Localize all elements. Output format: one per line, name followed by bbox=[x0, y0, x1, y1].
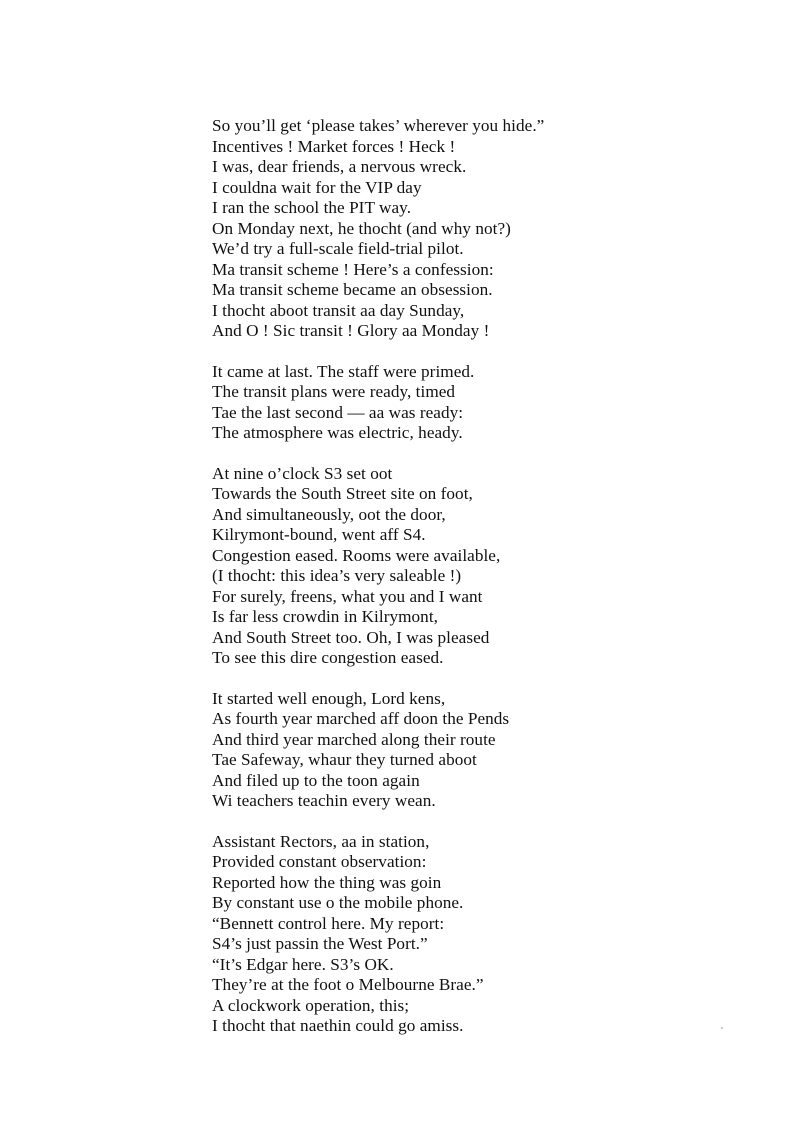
poem-line: They’re at the foot o Melbourne Brae.” bbox=[212, 975, 484, 994]
poem-line: And South Street too. Oh, I was pleased bbox=[212, 627, 490, 647]
poem-line: As fourth year marched aff doon the Pends bbox=[212, 709, 510, 728]
stanza bbox=[212, 362, 752, 444]
poem-line: Incentives ! Market forces ! Heck ! bbox=[212, 136, 456, 156]
stanza bbox=[212, 116, 752, 342]
poem-line: Ma transit scheme ! Here’s a confession: bbox=[212, 259, 494, 279]
poem-line: We’d try a full-scale field-trial pilot. bbox=[212, 239, 464, 258]
poem-line: By constant use o the mobile phone. bbox=[212, 893, 464, 912]
poem-line: Tae the last second — aa was ready: bbox=[212, 402, 464, 422]
scan-speck bbox=[721, 1027, 723, 1029]
poem-line: Tae Safeway, whaur they turned aboot bbox=[212, 750, 477, 769]
poem-line: Is far less crowdin in Kilrymont, bbox=[212, 607, 439, 626]
poem-line: I thocht aboot transit aa day Sunday, bbox=[212, 300, 465, 320]
poem-line: I was, dear friends, a nervous wreck. bbox=[212, 157, 467, 176]
poem-line: I thocht that naethin could go amiss. bbox=[212, 1016, 464, 1035]
poem-line: To see this dire congestion eased. bbox=[212, 648, 444, 667]
poem-line: Provided constant observation: bbox=[212, 852, 427, 871]
poem-line: I ran the school the PIT way. bbox=[212, 198, 412, 217]
poem-line: It came at last. The staff were primed. bbox=[212, 361, 475, 381]
poem-line: Assistant Rectors, aa in station, bbox=[212, 831, 430, 851]
poem-line: At nine o’clock S3 set oot bbox=[212, 463, 393, 483]
poem-line: On Monday next, he thocht (and why not?) bbox=[212, 218, 511, 238]
poem-line: Kilrymont-bound, went aff S4. bbox=[212, 525, 426, 544]
poem-line: And third year marched along their route bbox=[212, 729, 496, 749]
poem-line: The atmosphere was electric, heady. bbox=[212, 423, 463, 442]
stanza bbox=[212, 464, 752, 669]
stanza bbox=[212, 689, 752, 812]
stanza bbox=[212, 832, 752, 1037]
poem bbox=[212, 116, 752, 1057]
poem-line: Reported how the thing was goin bbox=[212, 872, 442, 892]
poem-line: “It’s Edgar here. S3’s OK. bbox=[212, 954, 394, 974]
poem-line: And simultaneously, oot the door, bbox=[212, 504, 446, 524]
poem-line: Wi teachers teachin every wean. bbox=[212, 791, 436, 810]
poem-line: For surely, freens, what you and I want bbox=[212, 586, 483, 606]
poem-line: Congestion eased. Rooms were available, bbox=[212, 545, 501, 565]
poem-line: A clockwork operation, this; bbox=[212, 995, 410, 1015]
poem-line: It started well enough, Lord kens, bbox=[212, 688, 446, 708]
poem-line: S4’s just passin the West Port.” bbox=[212, 934, 428, 953]
poem-line: And O ! Sic transit ! Glory aa Monday ! bbox=[212, 321, 490, 340]
poem-line: And filed up to the toon again bbox=[212, 770, 420, 790]
poem-line: The transit plans were ready, timed bbox=[212, 382, 456, 401]
poem-line: “Bennett control here. My report: bbox=[212, 913, 445, 933]
poem-line: Towards the South Street site on foot, bbox=[212, 484, 473, 503]
poem-line: (I thocht: this idea’s very saleable !) bbox=[212, 566, 462, 585]
poem-line: So you’ll get ‘please takes’ wherever you hide.” bbox=[212, 116, 545, 135]
poem-line: I couldna wait for the VIP day bbox=[212, 177, 422, 197]
poem-line: Ma transit scheme became an obsession. bbox=[212, 280, 493, 299]
